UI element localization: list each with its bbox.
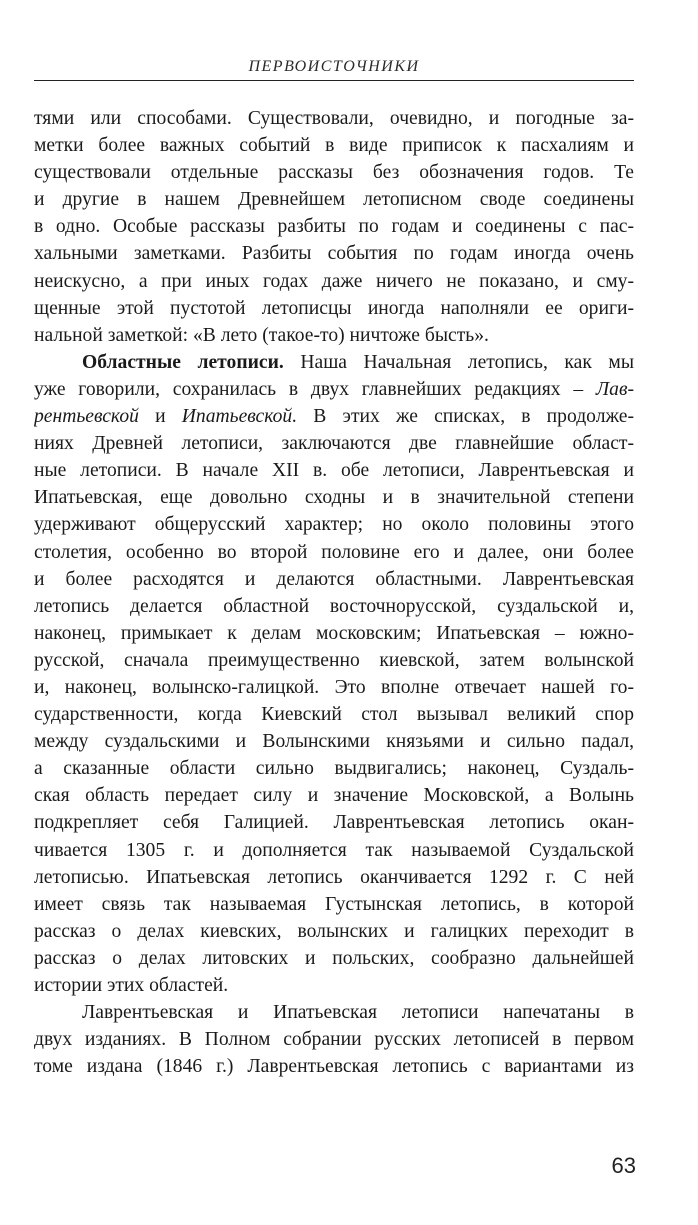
text-line: имеет связь так называемая Густынская летопись, в которой: [34, 893, 634, 915]
text-line: рассказ о делах киевских, волынских и галицких переходит в: [34, 920, 634, 942]
body-text: [34, 105, 634, 1080]
text-line: Ипатьевская, еще довольно сходны и в значительной степени: [34, 487, 634, 509]
text-line: и другие в нашем Древнейшем летописном своде соединены: [34, 189, 634, 211]
text-line: столетия, особенно во второй половине его и далее, они более: [34, 541, 634, 563]
text-line: а сказанные области сильно выдвигались; наконец, Суздаль-: [34, 758, 634, 780]
header-rule: [34, 80, 634, 81]
paragraph-2: [34, 349, 634, 999]
section-heading: Областные летописи.: [82, 351, 284, 373]
page-number: 63: [611, 1153, 636, 1178]
text-line: метки более важных событий в виде приписок к пасхалиям и: [34, 135, 634, 157]
paragraph-1: [34, 105, 634, 349]
text-run: уже говорили, сохранилась в двух главнейших редакциях –: [34, 378, 596, 400]
text-line: хальными заметками. Разбиты события по годам иногда очень: [34, 243, 634, 265]
text-line: чивается 1305 г. и дополняется так называемой Суздальской: [34, 839, 634, 861]
text-line: летописью. Ипатьевская летопись оканчивается 1292 г. С ней: [34, 866, 634, 888]
paragraph-3: [34, 999, 634, 1080]
text-line: ные летописи. В начале XII в. обе летописи, Лаврентьевская и: [34, 460, 634, 482]
text-line: истории этих областей.: [34, 975, 229, 996]
running-header: ПЕРВОИСТОЧНИКИ: [248, 58, 420, 75]
text-line: [34, 376, 634, 403]
italic-run: Ипатьевской.: [181, 406, 298, 428]
italic-run: Лав-: [595, 378, 634, 400]
text-run: В этих же списках, в продолже-: [297, 406, 634, 428]
text-line: неискусно, а при иных годах даже ничего не показано, и сму-: [34, 270, 634, 292]
text-run: Наша Начальная летопись, как мы: [283, 351, 634, 373]
text-line: летопись делается областной восточнорусской, суздальской и,: [34, 595, 634, 617]
text-line: щенные этой пустотой летописцы иногда наполняли ее ориги-: [34, 297, 634, 319]
text-line: и, наконец, волынско-галицкой. Это вполне отвечает нашей го-: [34, 676, 634, 698]
text-line: наконец, примыкает к делам московским; Ипатьевская – южно-: [34, 622, 634, 644]
text-line: и более расходятся и делаются областными. Лаврентьевская: [34, 568, 634, 590]
text-line: рассказ о делах литовских и польских, сообразно дальнейшей: [34, 947, 634, 969]
text-line: нальной заметкой: «В лето (такое-то) ничтоже бысть».: [34, 324, 489, 346]
text-line: удерживают общерусский характер; но около половины этого: [34, 514, 634, 536]
text-line: двух изданиях. В Полном собрании русских летописей в первом: [34, 1029, 634, 1051]
italic-run: рентьевской: [34, 406, 139, 428]
text-line: подкрепляет себя Галицией. Лаврентьевская летопись окан-: [34, 812, 634, 834]
text-line: [34, 349, 634, 376]
text-line: ская область передает силу и значение Московской, а Волынь: [34, 785, 634, 807]
text-line: существовали отдельные рассказы без обозначения годов. Те: [34, 162, 634, 184]
text-line: в одно. Особые рассказы разбиты по годам и соединены с пас-: [34, 216, 634, 238]
text-line: томе издана (1846 г.) Лаврентьевская летопись с вариантами из: [34, 1056, 634, 1078]
text-line: [34, 403, 634, 430]
text-line: Лаврентьевская и Ипатьевская летописи напечатаны в: [82, 1002, 634, 1024]
text-line: тями или способами. Существовали, очевидно, и погодные за-: [34, 108, 634, 129]
text-line: между суздальскими и Волынскими князьями и сильно падал,: [34, 731, 634, 753]
text-run: и: [138, 406, 182, 428]
text-line: сударственности, когда Киевский стол вызывал великий спор: [34, 704, 634, 726]
text-line: русской, сначала преимущественно киевской, затем волынской: [34, 649, 634, 671]
text-line: ниях Древней летописи, заключаются две главнейшие област-: [34, 433, 634, 455]
